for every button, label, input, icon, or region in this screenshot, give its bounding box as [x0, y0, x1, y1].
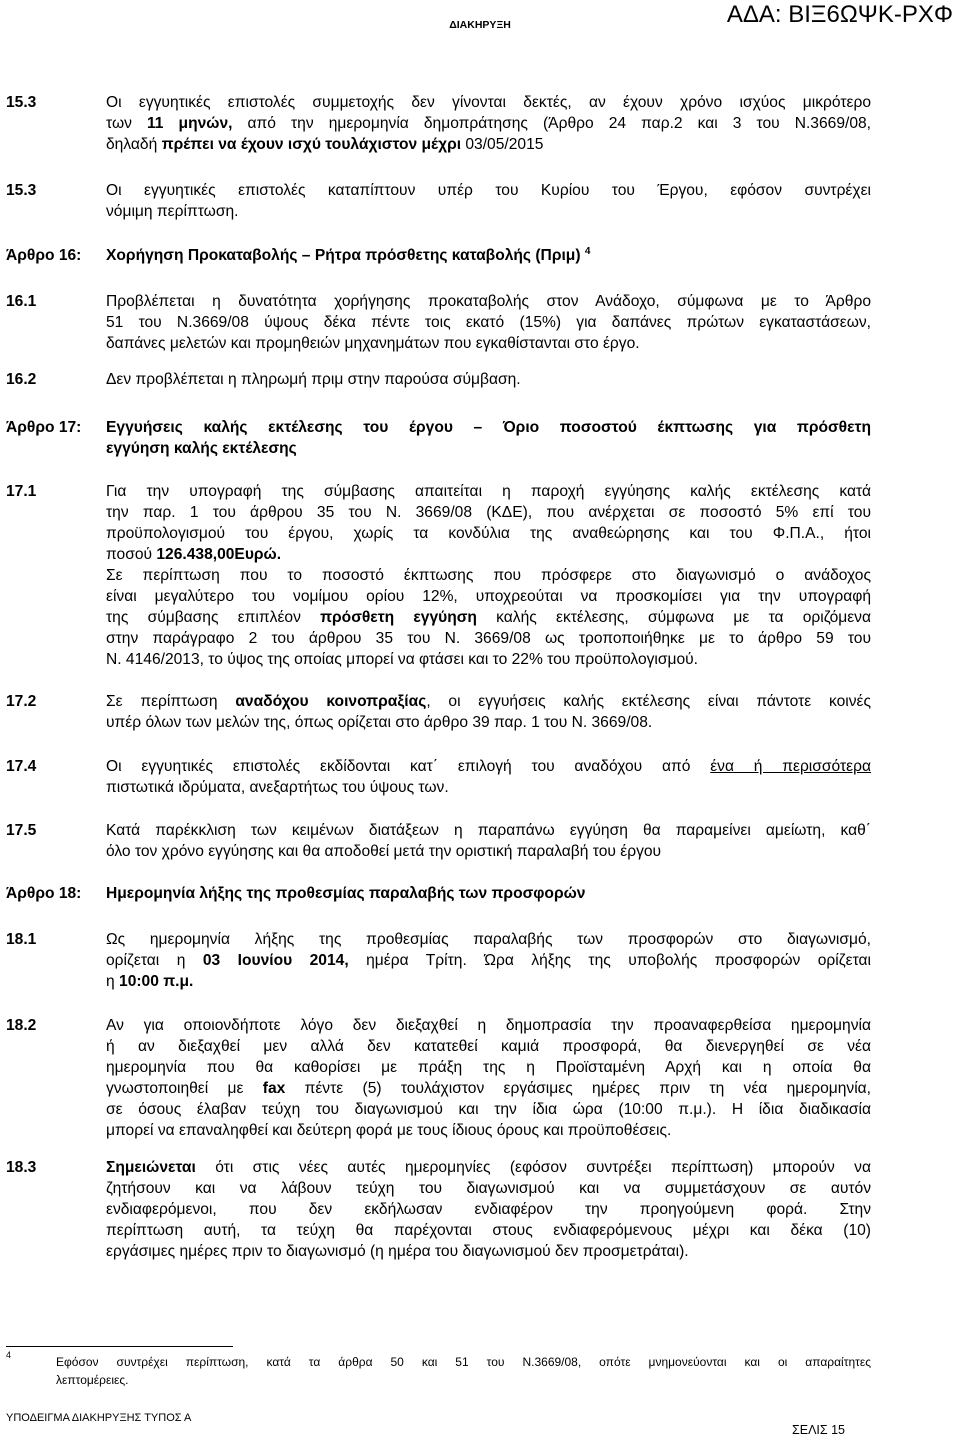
text-line: της σύμβασης επιπλέον πρόσθετη εγγύηση καλής εκτέλεσης, σύμφωνα με τα οριζόμενα: [106, 609, 871, 626]
header-classification: ΔΙΑΚΗΡΥΞΗ: [449, 19, 511, 31]
text-line: ημερομηνία που θα καθορίσει με πράξη της η Προϊσταμένη Αρχή και η οποία θα: [106, 1059, 871, 1076]
text-line: ενδιαφερόμενοι, που δεν εκδήλωσαν ενδιαφέρον την προηγούμενη φορά. Στην: [106, 1201, 871, 1218]
text-line: εργάσιμες ημέρες πριν το διαγωνισμό (η ημέρα του διαγωνισμού δεν προσμετράται).: [106, 1243, 689, 1260]
text-line: σε όσους έλαβαν τεύχη του διαγωνισμού και την ίδια ώρα (10:00 π.μ.). Η ίδια διαδικασία: [106, 1101, 871, 1118]
paragraph-number: 17.1: [6, 483, 37, 500]
text-line: πιστωτικά ιδρύματα, ανεξαρτήτως του ύψους των.: [106, 779, 449, 796]
text-line: Σε περίπτωση αναδόχου κοινοπραξίας, οι εγγυήσεις καλής εκτέλεσης είναι πάντοτε κοινές: [106, 693, 871, 710]
text-line: όλο τον χρόνο εγγύησης και θα αποδοθεί μετά την οριστική παραλαβή του έργου: [106, 843, 662, 860]
article-label: Άρθρο 17:: [6, 419, 82, 436]
paragraph-number: 16.1: [6, 293, 37, 310]
article-title: Ημερομηνία λήξης της προθεσμίας παραλαβής των προσφορών: [106, 885, 586, 902]
text-line: περίπτωση αυτή, τα τεύχη θα παρέχονται στους ενδιαφερόμενους μέχρι και δέκα (10): [106, 1222, 871, 1239]
text-line: ζητήσουν και να λάβουν τεύχη του διαγωνισμού και να συμμετάσχουν σε αυτόν: [106, 1180, 871, 1197]
footer-page-number: ΣΕΛΙΣ 15: [792, 1423, 845, 1437]
text-line: 51 του Ν.3669/08 ύψους δέκα πέντε τοις εκατό (15%) για δαπάνες πρώτων εγκαταστάσεων,: [106, 314, 871, 331]
paragraph-number: 18.1: [6, 931, 37, 948]
paragraph-number: 17.5: [6, 822, 37, 839]
text-line: προϋπολογισμού του έργου, χωρίς τα κονδύλια της αναθεώρησης και του Φ.Π.Α., ήτοι: [106, 525, 871, 542]
paragraph-number: 15.3: [6, 182, 37, 199]
paragraph-number: 18.2: [6, 1017, 37, 1034]
text-line: μπορεί να επαναληφθεί και δεύτερη φορά με τους ίδιους όρους και προϋποθέσεις.: [106, 1122, 672, 1139]
article-label: Άρθρο 16:: [6, 247, 82, 264]
text-line: Προβλέπεται η δυνατότητα χορήγησης προκαταβολής στον Ανάδοχο, σύμφωνα με το Άρθρο: [106, 293, 871, 310]
footnote-number: 4: [6, 1350, 12, 1360]
text-line: ποσού 126.438,00Ευρώ.: [106, 546, 282, 563]
text-line: γνωστοποιηθεί με fax πέντε (5) τουλάχιστον εργάσιμες ημέρες πριν τη νέα ημερομηνία,: [106, 1080, 872, 1097]
text-line: δηλαδή πρέπει να έχουν ισχύ τουλάχιστον μέχρι 03/05/2015: [106, 136, 544, 153]
text-line: Σε περίπτωση που το ποσοστό έκπτωσης που πρόσφερε στο διαγωνισμό ο ανάδοχος: [106, 567, 871, 584]
text-line: Αν για οποιονδήποτε λόγο δεν διεξαχθεί η δημοπρασία την προαναφερθείσα ημερομηνία: [106, 1017, 871, 1034]
header-ada: ΑΔΑ: ΒΙΞ6ΩΨΚ-ΡΧΦ: [726, 1, 953, 28]
text-line: νόμιμη περίπτωση.: [106, 203, 239, 220]
text-line: Οι εγγυητικές επιστολές καταπίπτουν υπέρ του Κυρίου του Έργου, εφόσον συντρέχει: [106, 182, 871, 199]
text-line: των 11 μηνών, από την ημερομηνία δημοπράτησης (Άρθρο 24 παρ.2 και 3 του Ν.3669/08,: [106, 115, 871, 132]
text-line: Οι εγγυητικές επιστολές εκδίδονται κατ΄ επιλογή του αναδόχου από ένα ή περισσότερα: [106, 758, 871, 775]
text-line: ή αν διεξαχθεί μεν αλλά δεν κατατεθεί καμιά προσφορά, θα διενεργηθεί σε νέα: [106, 1038, 871, 1055]
footnote-ref: 4: [584, 245, 591, 257]
article-label: Άρθρο 18:: [6, 885, 82, 902]
article-title: Χορήγηση Προκαταβολής – Ρήτρα πρόσθετης καταβολής (Πριμ) $^4$: [106, 245, 591, 264]
text-line: Για την υπογραφή της σύμβασης απαιτείται η παροχή εγγύησης καλής εκτέλεσης κατά: [106, 483, 871, 500]
footer-document-type: ΥΠΟΔΕΙΓΜΑ ΔΙΑΚΗΡΥΞΗΣ ΤΥΠΟΣ Α: [6, 1412, 192, 1424]
text-line: Οι εγγυητικές επιστολές συμμετοχής δεν γίνονται δεκτές, αν έχουν χρόνο ισχύος μικρότερο: [106, 94, 871, 111]
text-line: Σημειώνεται ότι στις νέες αυτές ημερομηνίες (εφόσον συντρέξει περίπτωση) μπορούν να: [106, 1159, 871, 1176]
text-line: είναι μεγαλύτερο του νομίμου ορίου 12%, υποχρεούται να προσκομίσει για την υπογραφή: [106, 588, 871, 605]
text-line: υπέρ όλων των μελών της, όπως ορίζεται στο άρθρο 39 παρ. 1 του Ν. 3669/08.: [106, 714, 653, 731]
paragraph-number: 17.4: [6, 758, 37, 775]
text-line: στην παράγραφο 2 του άρθρου 35 του Ν. 3669/08 ως τροποποιήθηκε με το άρθρο 59 του: [106, 630, 871, 647]
text-line: Δεν προβλέπεται η πληρωμή πριμ στην παρούσα σύμβαση.: [106, 371, 521, 388]
footnote-separator: [6, 1346, 233, 1347]
text-line: η 10:00 π.μ.: [106, 973, 194, 990]
paragraph-number: 15.3: [6, 94, 37, 111]
text-line: Κατά παρέκκλιση των κειμένων διατάξεων η παραπάνω εγγύηση θα παραμείνει αμείωτη, καθ΄: [106, 822, 871, 839]
text-line: ορίζεται η 03 Ιουνίου 2014, ημέρα Τρίτη. Ώρα λήξης της υποβολής προσφορών ορίζεται: [106, 952, 871, 969]
text-line: την παρ. 1 του άρθρου 35 του Ν. 3669/08 (ΚΔΕ), που ανέρχεται σε ποσοστό 5% επί του: [106, 504, 871, 521]
text-line: Ως ημερομηνία λήξης της προθεσμίας παραλαβής των προσφορών στο διαγωνισμό,: [106, 931, 871, 948]
paragraph-number: 17.2: [6, 693, 37, 710]
text-line: δαπάνες μελετών και προμηθειών μηχανημάτων που εγκαθίστανται στο έργο.: [106, 335, 640, 352]
article-title: Εγγυήσεις καλής εκτέλεσης του έργου – Όριο ποσοστού έκπτωσης για πρόσθετη εγγύηση καλής εκτέλεσης: [106, 419, 871, 457]
text-line: Ν. 4146/2013, το ύψος της οποίας μπορεί να φτάσει και το 22% του προϋπολογισμού.: [106, 651, 699, 668]
paragraph-number: 18.3: [6, 1159, 37, 1176]
paragraph-number: 16.2: [6, 371, 37, 388]
footnote-text: Εφόσον συντρέχει περίπτωση, κατά τα άρθρα 50 και 51 του Ν.3669/08, οπότε μνημονεύονται και οι απαραίτητες λεπτομέρειες.: [56, 1355, 871, 1387]
